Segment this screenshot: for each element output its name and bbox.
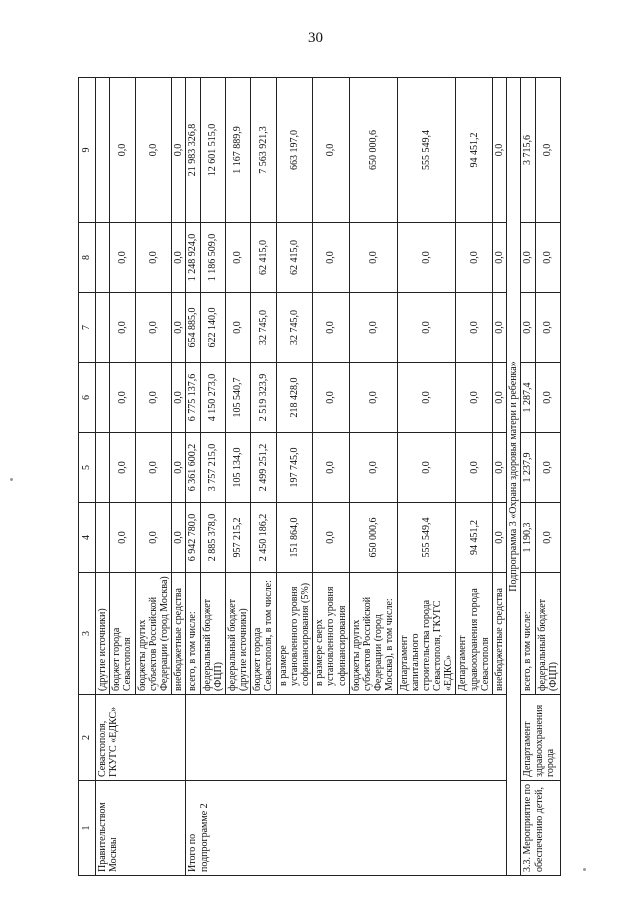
value-cell: 4 150 273,0 — [200, 363, 225, 433]
value-cell: 0,0 — [110, 503, 135, 573]
value-cell: 0,0 — [313, 433, 350, 503]
value-cell: 218 428,0 — [276, 363, 313, 433]
value-cell: 62 415,0 — [251, 223, 276, 293]
source-label: бюджеты других субъектов Российской Федерации (город Москва), в том числе: — [349, 573, 397, 695]
value-cell: 0,0 — [493, 363, 507, 433]
value-cell: 7 563 921,3 — [251, 78, 276, 223]
value-cell: 1 237,9 — [521, 433, 535, 503]
column-header: 6 — [79, 363, 96, 433]
source-label: федеральный бюджет (ФЦП) — [200, 573, 225, 695]
value-cell: 0,0 — [349, 363, 397, 433]
value-cell: 0,0 — [493, 293, 507, 363]
value-cell: 0,0 — [535, 363, 560, 433]
value-cell: 6 361 600,2 — [186, 433, 200, 503]
column-header: 8 — [79, 223, 96, 293]
value-cell: 1 190,3 — [521, 503, 535, 573]
value-cell: 957 215,2 — [225, 503, 250, 573]
value-cell: 1 287,4 — [521, 363, 535, 433]
value-cell: 105 134,0 — [225, 433, 250, 503]
source-label: в размере установленного уровня софинансирования (5%) — [276, 573, 313, 695]
value-cell: 0,0 — [493, 78, 507, 223]
source-label: бюджет города Севастополя, в том числе: — [251, 573, 276, 695]
value-cell: 0,0 — [135, 363, 172, 433]
value-cell: 21 983 326,8 — [186, 78, 200, 223]
value-cell — [96, 503, 110, 573]
table-row — [521, 78, 535, 876]
value-cell: 0,0 — [397, 363, 456, 433]
value-cell: 0,0 — [135, 433, 172, 503]
value-cell: 2 450 186,2 — [251, 503, 276, 573]
scan-speck — [583, 868, 586, 871]
value-cell: 0,0 — [313, 293, 350, 363]
value-cell: 0,0 — [135, 503, 172, 573]
value-cell: 94 451,2 — [456, 503, 493, 573]
source-label: (другие источники) — [96, 573, 110, 695]
table-row — [96, 78, 110, 876]
value-cell: 0,0 — [349, 433, 397, 503]
column-header: 9 — [79, 78, 96, 223]
value-cell: 0,0 — [172, 363, 186, 433]
value-cell: 0,0 — [172, 503, 186, 573]
value-cell: 1 186 509,0 — [200, 223, 225, 293]
value-cell: 663 197,0 — [276, 78, 313, 223]
value-cell: 0,0 — [456, 363, 493, 433]
value-cell: 0,0 — [313, 78, 350, 223]
scan-speck — [10, 478, 13, 481]
value-cell: 0,0 — [225, 223, 250, 293]
value-cell: 0,0 — [110, 293, 135, 363]
value-cell: 555 549,4 — [397, 78, 456, 223]
value-cell: 62 415,0 — [276, 223, 313, 293]
program-cell: Правительством Москвы — [96, 781, 186, 876]
executor-cell: Департамент здравоохранения города — [521, 695, 561, 781]
value-cell: 0,0 — [313, 363, 350, 433]
column-header: 7 — [79, 293, 96, 363]
value-cell: 12 601 515,0 — [200, 78, 225, 223]
value-cell — [96, 363, 110, 433]
program-cell: 3.3. Мероприятие по обеспечению детей, — [521, 781, 561, 876]
value-cell: 0,0 — [521, 293, 535, 363]
source-label: всего, в том числе: — [521, 573, 535, 695]
value-cell: 0,0 — [110, 433, 135, 503]
value-cell: 0,0 — [172, 223, 186, 293]
value-cell: 0,0 — [349, 293, 397, 363]
source-label: внебюджетные средства — [172, 573, 186, 695]
value-cell: 0,0 — [172, 78, 186, 223]
value-cell: 650 000,6 — [349, 78, 397, 223]
source-label: внебюджетные средства — [493, 573, 507, 695]
rotated-table-area — [78, 78, 618, 876]
column-header: 2 — [79, 695, 96, 781]
value-cell — [96, 78, 110, 223]
value-cell: 1 167 889,9 — [225, 78, 250, 223]
value-cell: 0,0 — [225, 293, 250, 363]
value-cell: 197 745,0 — [276, 433, 313, 503]
source-label: всего, в том числе: — [186, 573, 200, 695]
value-cell: 6 775 137,6 — [186, 363, 200, 433]
value-cell: 94 451,2 — [456, 78, 493, 223]
table-body — [79, 78, 561, 876]
value-cell: 0,0 — [535, 223, 560, 293]
table-row — [186, 78, 200, 876]
value-cell — [96, 433, 110, 503]
value-cell: 0,0 — [493, 503, 507, 573]
rotated-table-wrapper — [78, 78, 618, 876]
value-cell: 654 885,0 — [186, 293, 200, 363]
source-label: федеральный бюджет (ФЦП) — [535, 573, 560, 695]
program-cell: Итого по подпрограмме 2 — [186, 781, 507, 876]
column-header: 1 — [79, 781, 96, 876]
value-cell: 0,0 — [135, 293, 172, 363]
value-cell: 0,0 — [456, 293, 493, 363]
executor-cell — [186, 695, 507, 781]
value-cell: 0,0 — [535, 293, 560, 363]
column-header: 4 — [79, 503, 96, 573]
subprogram-title: Подпрограмма 3 «Охрана здоровья матери и ребенка» — [507, 78, 521, 876]
value-cell: 0,0 — [521, 223, 535, 293]
value-cell: 0,0 — [397, 223, 456, 293]
value-cell: 650 000,6 — [349, 503, 397, 573]
value-cell: 555 549,4 — [397, 503, 456, 573]
column-header: 3 — [79, 573, 96, 695]
value-cell: 0,0 — [456, 223, 493, 293]
value-cell: 0,0 — [110, 223, 135, 293]
subprogram-row — [507, 78, 521, 876]
value-cell: 0,0 — [535, 78, 560, 223]
value-cell: 32 745,0 — [251, 293, 276, 363]
value-cell: 0,0 — [135, 223, 172, 293]
value-cell: 0,0 — [397, 433, 456, 503]
source-label: федеральный бюджет (другие источники) — [225, 573, 250, 695]
value-cell: 6 942 780,0 — [186, 503, 200, 573]
source-label: бюджет города Севастополя — [110, 573, 135, 695]
value-cell: 0,0 — [535, 503, 560, 573]
value-cell: 0,0 — [493, 223, 507, 293]
value-cell: 0,0 — [135, 78, 172, 223]
column-header: 5 — [79, 433, 96, 503]
source-label: в размере сверх установленного уровня софинансирования — [313, 573, 350, 695]
value-cell: 1 248 924,0 — [186, 223, 200, 293]
value-cell: 105 540,7 — [225, 363, 250, 433]
header-row — [79, 78, 96, 876]
value-cell: 2 499 251,2 — [251, 433, 276, 503]
value-cell — [96, 293, 110, 363]
value-cell: 0,0 — [456, 433, 493, 503]
executor-cell: Севастополя, ГКУГС «ЕДКС» — [96, 695, 186, 781]
value-cell: 0,0 — [110, 363, 135, 433]
value-cell: 0,0 — [493, 433, 507, 503]
value-cell — [96, 223, 110, 293]
value-cell: 3 715,6 — [521, 78, 535, 223]
value-cell: 0,0 — [172, 293, 186, 363]
value-cell: 3 757 215,0 — [200, 433, 225, 503]
page-number: 30 — [308, 30, 323, 46]
value-cell: 0,0 — [535, 433, 560, 503]
source-label: Департамент здравоохранения города Севастополя — [456, 573, 493, 695]
value-cell: 0,0 — [110, 78, 135, 223]
source-label: бюджеты других субъектов Российской Федерации (город Москва) — [135, 573, 172, 695]
value-cell: 0,0 — [313, 223, 350, 293]
source-label: Департамент капитального строительства города Севастополя, ГКУГС «ЕДКС» — [397, 573, 456, 695]
value-cell: 0,0 — [397, 293, 456, 363]
value-cell: 2 519 323,9 — [251, 363, 276, 433]
budget-table — [78, 77, 561, 876]
value-cell: 0,0 — [349, 223, 397, 293]
value-cell: 0,0 — [313, 503, 350, 573]
value-cell: 0,0 — [172, 433, 186, 503]
value-cell: 32 745,0 — [276, 293, 313, 363]
value-cell: 2 885 378,0 — [200, 503, 225, 573]
value-cell: 151 864,0 — [276, 503, 313, 573]
value-cell: 622 140,0 — [200, 293, 225, 363]
